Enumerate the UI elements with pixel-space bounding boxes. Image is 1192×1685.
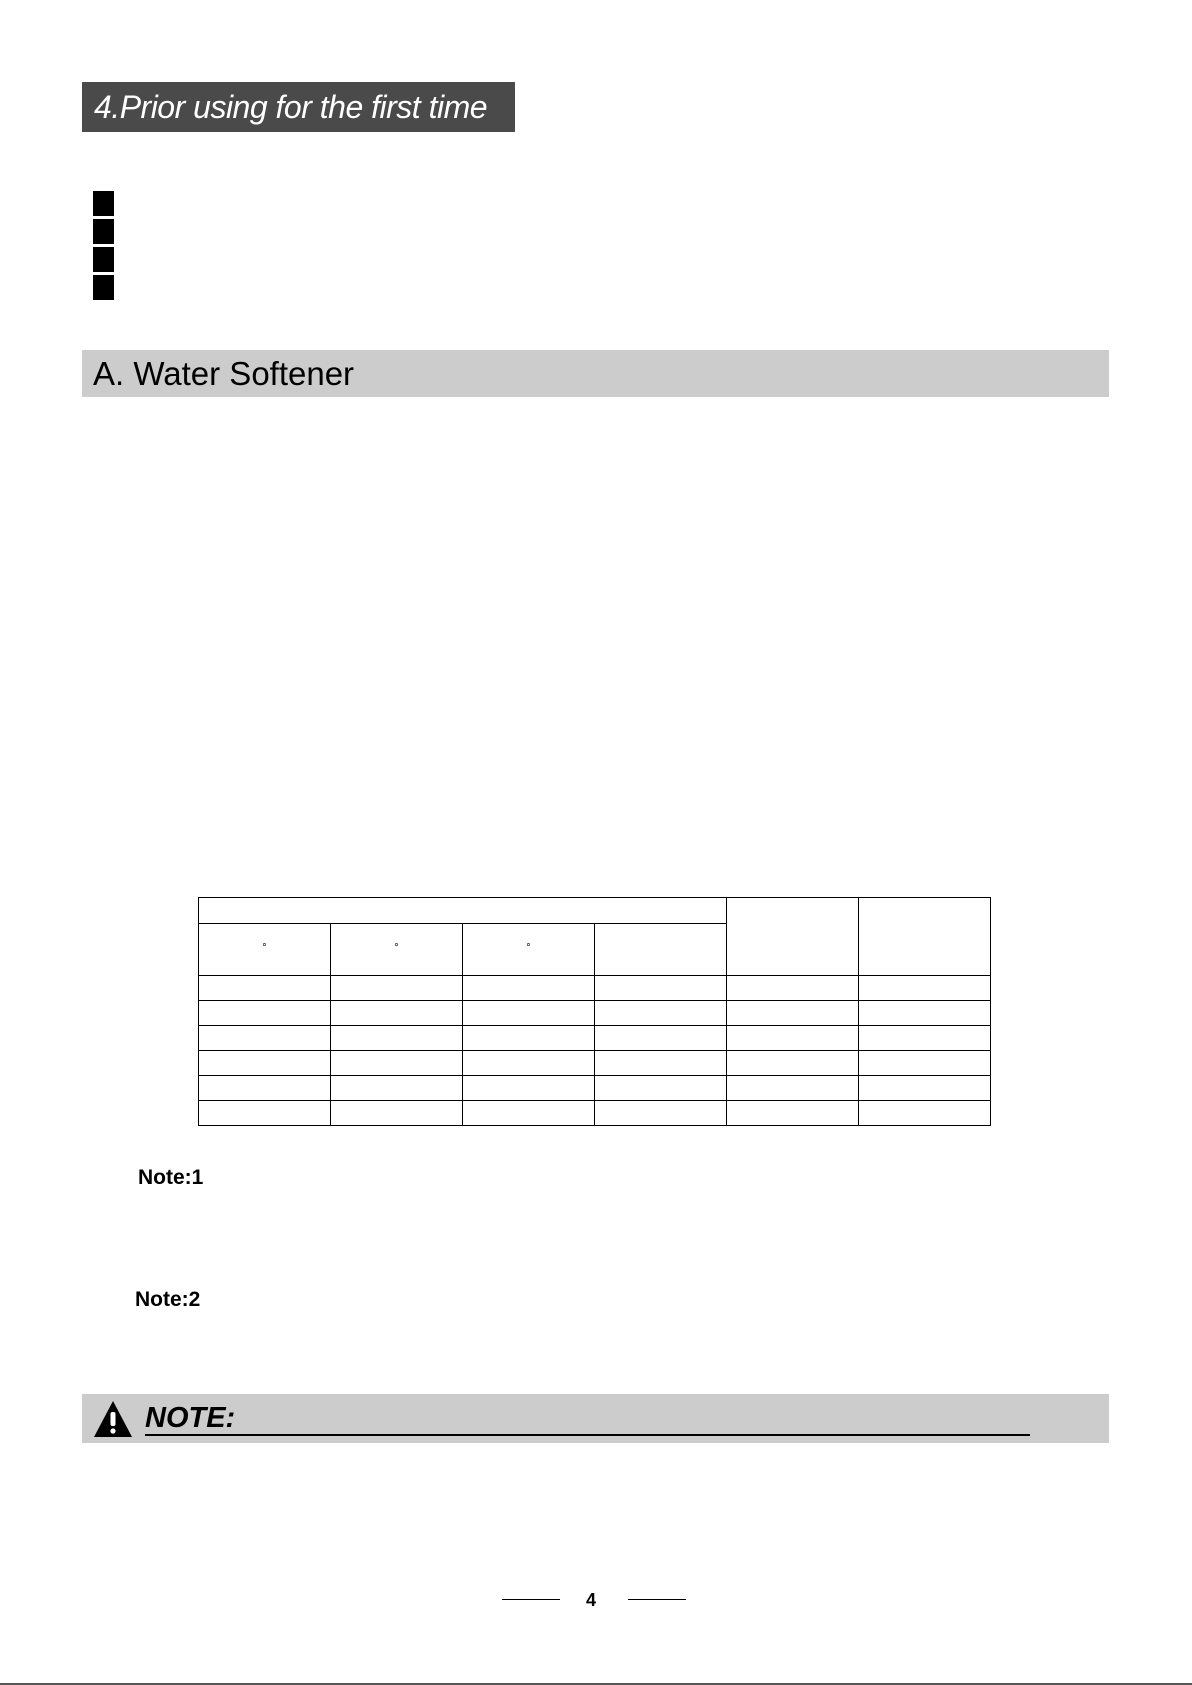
footer-rule-left bbox=[502, 1599, 560, 1600]
table-row bbox=[199, 1101, 991, 1126]
section-title: Prior using for the first time bbox=[119, 89, 488, 125]
table-cell bbox=[331, 1026, 463, 1051]
page-number: 4 bbox=[585, 1590, 596, 1610]
table-subheader-cell bbox=[331, 924, 463, 976]
degree-symbol: ° bbox=[394, 941, 399, 954]
warning-note-bar bbox=[82, 1394, 1109, 1443]
footer-rule-right bbox=[628, 1599, 686, 1600]
table-cell bbox=[463, 1101, 595, 1126]
table-cell bbox=[727, 1026, 859, 1051]
table-cell bbox=[331, 1076, 463, 1101]
table-row bbox=[199, 1051, 991, 1076]
table-cell bbox=[859, 976, 991, 1001]
section-number: 4. bbox=[94, 89, 120, 125]
table-cell bbox=[595, 1026, 727, 1051]
table-header-cell bbox=[727, 898, 859, 976]
table-row bbox=[199, 1026, 991, 1051]
table-cell bbox=[463, 1076, 595, 1101]
table-row bbox=[199, 1001, 991, 1026]
table-cell bbox=[199, 1051, 331, 1076]
checklist bbox=[93, 191, 115, 303]
subsection-heading bbox=[82, 350, 1109, 397]
checkbox bbox=[93, 219, 114, 244]
note-2-label: Note:2 bbox=[135, 1288, 201, 1311]
table-subheader-cell bbox=[199, 924, 331, 976]
table-subheader-cell bbox=[595, 924, 727, 976]
table-cell bbox=[859, 1026, 991, 1051]
table-cell bbox=[727, 1101, 859, 1126]
checkbox bbox=[93, 191, 114, 216]
degree-symbol: ° bbox=[526, 941, 531, 954]
table-row bbox=[199, 1076, 991, 1101]
table-cell bbox=[859, 1051, 991, 1076]
table-cell bbox=[859, 1101, 991, 1126]
table-header-cell bbox=[199, 898, 727, 924]
table-cell bbox=[199, 1101, 331, 1126]
table-cell bbox=[595, 1101, 727, 1126]
table-cell bbox=[463, 1051, 595, 1076]
table-cell bbox=[463, 976, 595, 1001]
page-footer bbox=[0, 1585, 1192, 1615]
table-cell bbox=[727, 1076, 859, 1101]
table-cell bbox=[595, 976, 727, 1001]
table-row bbox=[199, 976, 991, 1001]
table-header-row bbox=[199, 898, 991, 924]
table-cell bbox=[727, 1051, 859, 1076]
warning-title: NOTE: bbox=[145, 1402, 236, 1434]
table-cell bbox=[199, 1001, 331, 1026]
checkbox bbox=[93, 275, 114, 300]
subsection-title: A. Water Softener bbox=[93, 355, 355, 392]
table-cell bbox=[727, 1001, 859, 1026]
table-header-cell bbox=[859, 898, 991, 976]
section-heading bbox=[82, 82, 515, 132]
table-cell bbox=[199, 1026, 331, 1051]
table-cell bbox=[331, 976, 463, 1001]
table-cell bbox=[859, 1076, 991, 1101]
table-cell bbox=[595, 1001, 727, 1026]
checkbox bbox=[93, 247, 114, 272]
table-cell bbox=[727, 976, 859, 1001]
table-cell bbox=[595, 1051, 727, 1076]
table-cell bbox=[859, 1001, 991, 1026]
table-cell bbox=[595, 1076, 727, 1101]
table-subheader-cell bbox=[463, 924, 595, 976]
degree-symbol: ° bbox=[262, 941, 267, 954]
water-hardness-table bbox=[198, 897, 991, 1126]
warning-triangle-icon bbox=[93, 1399, 133, 1439]
note-1-label: Note:1 bbox=[138, 1166, 204, 1189]
table-cell bbox=[463, 1026, 595, 1051]
table-cell bbox=[331, 1051, 463, 1076]
table-cell bbox=[331, 1101, 463, 1126]
table-cell bbox=[463, 1001, 595, 1026]
table-cell bbox=[331, 1001, 463, 1026]
warning-underline bbox=[145, 1434, 1030, 1436]
table-cell bbox=[199, 976, 331, 1001]
table-cell bbox=[199, 1076, 331, 1101]
